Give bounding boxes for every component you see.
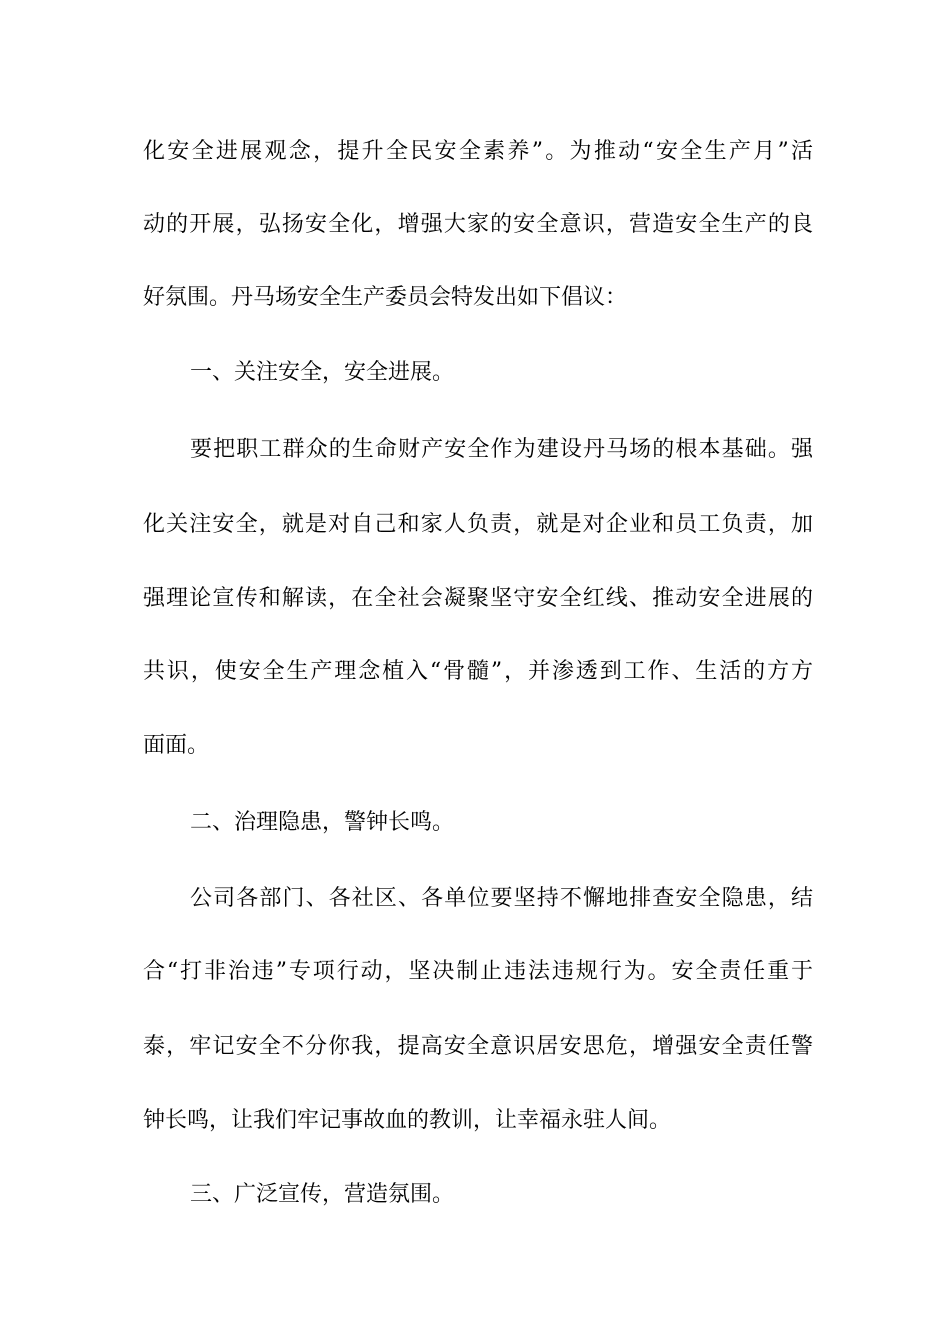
section-1-line-2: 化关注安全，就是对自己和家人负责，就是对企业和员工负责，加 xyxy=(143,512,813,537)
section-2-line-2: 合“打非治违”专项行动，坚决制止违法违规行为。安全责任重于 xyxy=(143,959,813,984)
paragraph-intro-line-3: 好氛围。丹马场安全生产委员会特发出如下倡议： xyxy=(143,285,628,310)
section-heading-2: 二、治理隐患，警钟长鸣。 xyxy=(190,810,455,835)
section-2-line-1: 公司各部门、各社区、各单位要坚持不懈地排查安全隐患，结 xyxy=(190,886,813,911)
paragraph-intro-line-1: 化安全进展观念，提升全民安全素养”。为推动“安全生产月”活 xyxy=(143,139,813,164)
section-1-line-3: 强理论宣传和解读，在全社会凝聚坚守安全红线、推动安全进展的 xyxy=(143,586,813,611)
section-heading-3: 三、广泛宣传，营造氛围。 xyxy=(190,1182,455,1207)
section-2-line-4: 钟长鸣，让我们牢记事故血的教训，让幸福永驻人间。 xyxy=(143,1108,672,1133)
section-heading-1: 一、关注安全，安全进展。 xyxy=(190,360,455,385)
section-2-line-3: 泰，牢记安全不分你我，提高安全意识居安思危，增强安全责任警 xyxy=(143,1034,813,1059)
section-1-line-1: 要把职工群众的生命财产安全作为建设丹马场的根本基础。强 xyxy=(190,437,813,462)
section-1-line-4: 共识，使安全生产理念植入“骨髓”，并渗透到工作、生活的方方 xyxy=(143,659,813,684)
paragraph-intro-line-2: 动的开展，弘扬安全化，增强大家的安全意识，营造安全生产的良 xyxy=(143,212,813,237)
section-1-line-5: 面面。 xyxy=(143,733,210,758)
